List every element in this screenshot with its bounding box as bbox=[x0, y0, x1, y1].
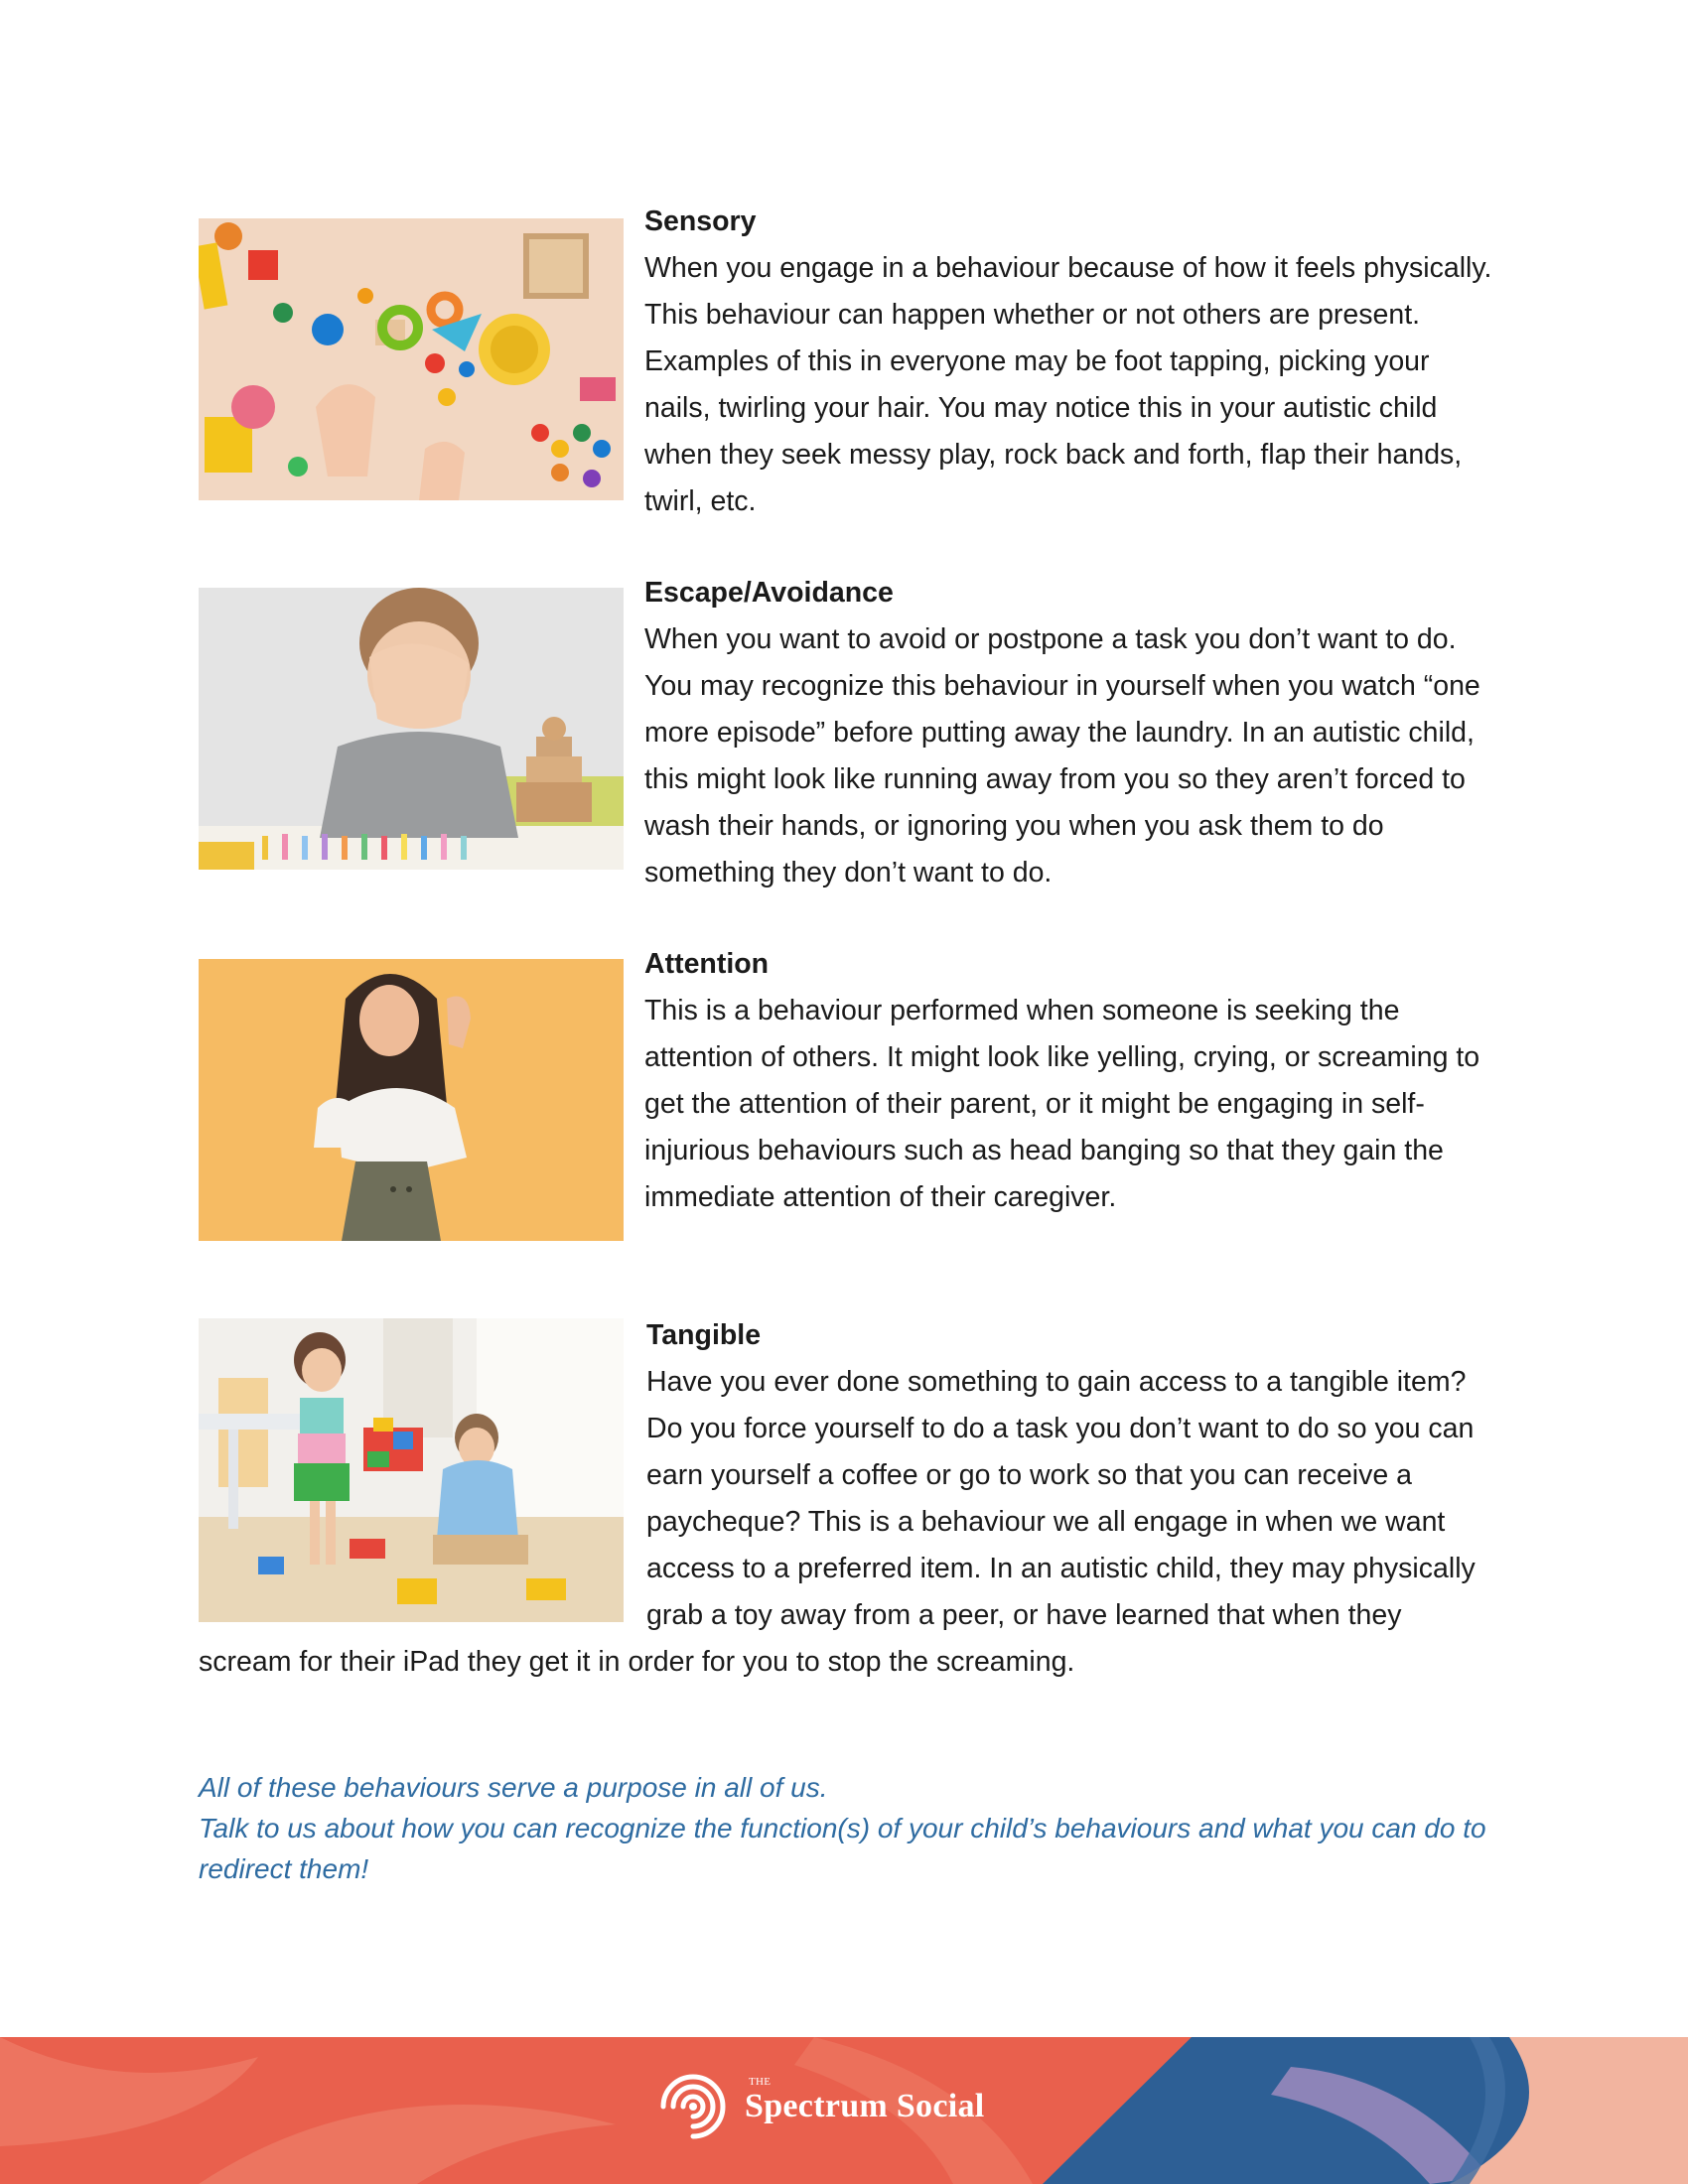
section-body: Have you ever done something to gain access to a tangible item? Do you force yourself to do a task you don’t want to do so you can earn yourself a coffee or go to work so that you can receive a paycheque? This is a behaviour we all engage in when we want access to a preferred item. In an autistic child, they may physically grab a toy away from a peer, or have learned that when they scream for their iPad they get it in order for you to stop the screaming. bbox=[199, 1366, 1476, 1678]
closing-line-1: All of these behaviours serve a purpose in all of us. bbox=[199, 1772, 828, 1803]
section-tangible bbox=[199, 1312, 1499, 1686]
closing-line-2: Talk to us about how you can recognize the function(s) of your child’s behaviours and what you can do to redirect them! bbox=[199, 1813, 1486, 1884]
logo-prefix: THE bbox=[749, 2076, 772, 2088]
children-playing-blocks-photo bbox=[199, 1318, 624, 1622]
child-covering-face-photo bbox=[199, 588, 624, 870]
logo-wordmark bbox=[745, 2076, 985, 2125]
closing-message bbox=[199, 1767, 1509, 1889]
section-body: When you want to avoid or postpone a task you don’t want to do. You may recognize this behaviour in yourself when you watch “one more episode” before putting away the laundry. In an autistic child, this might look like running away from you so they aren’t forced to wash their hands, or ignoring you when you ask them to do something they don’t want to do. bbox=[644, 623, 1480, 888]
logo-name: Spectrum Social bbox=[745, 2088, 985, 2124]
section-heading: Sensory bbox=[644, 205, 757, 237]
section-heading: Escape/Avoidance bbox=[644, 577, 894, 609]
toys-photo bbox=[199, 218, 624, 500]
spiral-logo-icon bbox=[651, 2065, 735, 2148]
girl-listening-photo bbox=[199, 959, 624, 1241]
section-heading: Attention bbox=[644, 948, 770, 980]
section-body: When you engage in a behaviour because of how it feels physically. This behaviour can happen whether or not others are present. Examples of this in everyone may be foot tapping, picking your nails, twirling your hair. You may notice this in your autistic child when they seek messy play, rock back and forth, flap their hands, twirl, etc. bbox=[644, 252, 1492, 517]
section-heading: Tangible bbox=[646, 1319, 762, 1351]
section-body: This is a behaviour performed when someone is seeking the attention of others. It might look like yelling, crying, or screaming to get the attention of their parent, or it might be engaging in self-injurious behaviours such as head banging so that they gain the immediate attention of their caregiver. bbox=[644, 995, 1480, 1213]
brand-logo bbox=[651, 2063, 985, 2150]
